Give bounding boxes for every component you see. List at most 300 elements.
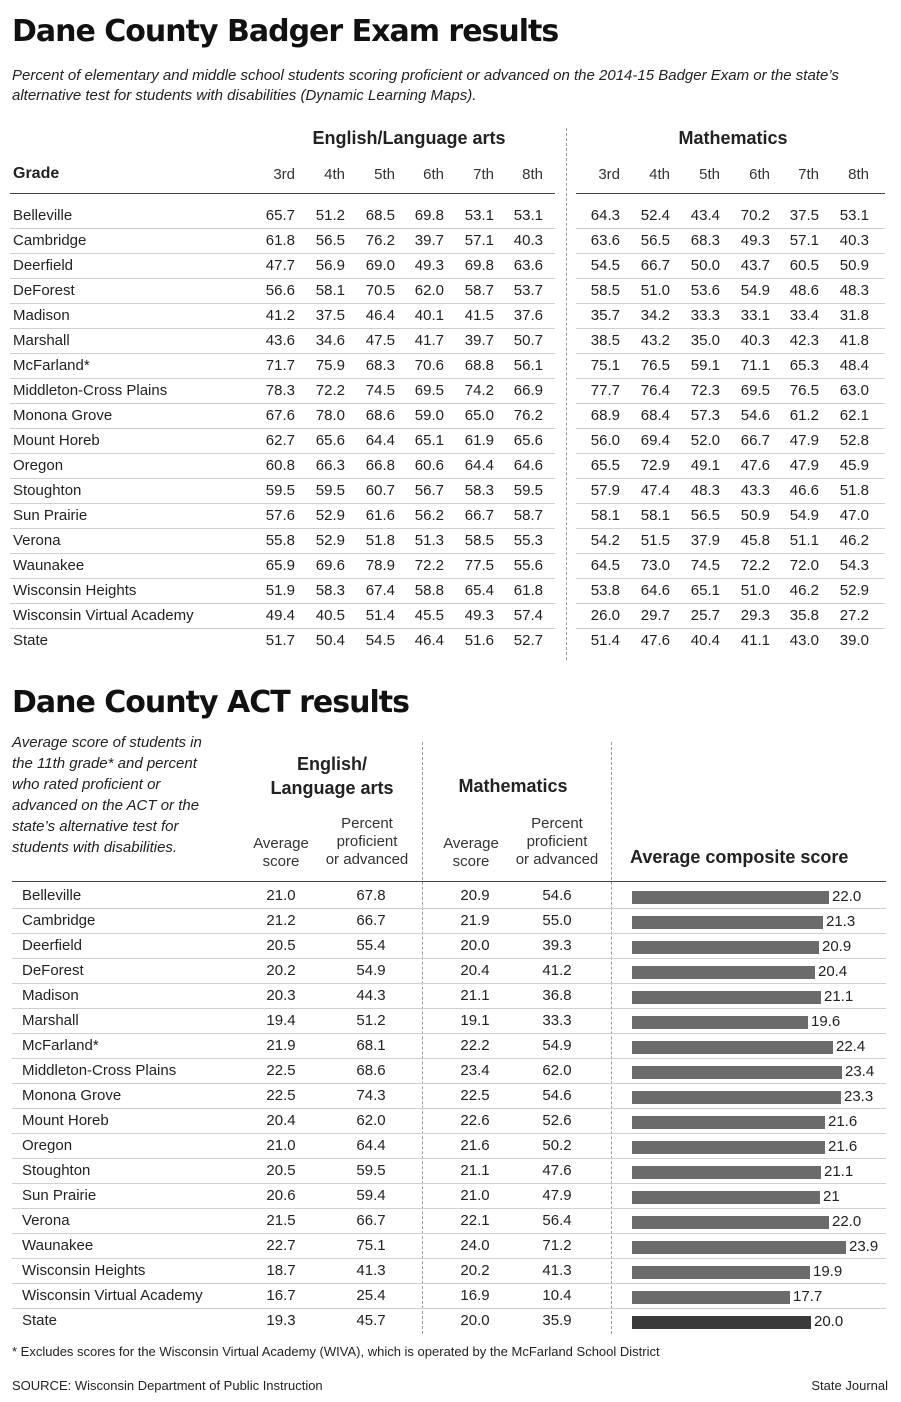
ela-pct-value: 55.4 xyxy=(356,937,386,954)
table-row xyxy=(12,1183,886,1208)
math-value: 52.9 xyxy=(839,582,869,599)
composite-bar-label: 21.1 xyxy=(824,988,854,1005)
math-avg-value: 20.0 xyxy=(460,937,490,954)
math-value: 46.2 xyxy=(789,582,819,599)
district-name: State xyxy=(22,1312,58,1329)
math-value: 53.8 xyxy=(590,582,620,599)
district-name: Mount Horeb xyxy=(13,432,100,449)
composite-bar xyxy=(632,991,821,1004)
math-value: 51.4 xyxy=(590,632,620,649)
ela-value: 65.6 xyxy=(315,432,345,449)
ela-grade-header: 7th xyxy=(473,166,494,183)
math-avg-value: 21.1 xyxy=(460,1162,490,1179)
ela-value: 49.3 xyxy=(464,607,494,624)
ela-value: 63.6 xyxy=(513,257,543,274)
math-value: 53.1 xyxy=(839,207,869,224)
ela-value: 53.1 xyxy=(464,207,494,224)
math-value: 72.3 xyxy=(690,382,720,399)
district-name: Monona Grove xyxy=(13,407,113,424)
ela-value: 39.7 xyxy=(414,232,444,249)
ela-value: 46.4 xyxy=(414,632,444,649)
math-avg-value: 22.2 xyxy=(460,1037,490,1054)
ela-value: 54.5 xyxy=(365,632,395,649)
composite-bar-label: 22.4 xyxy=(836,1038,866,1055)
composite-bar xyxy=(632,891,829,904)
district-name: DeForest xyxy=(22,962,84,979)
math-value: 61.2 xyxy=(789,407,819,424)
table-row xyxy=(10,203,885,228)
ela-value: 58.3 xyxy=(315,582,345,599)
composite-bar xyxy=(632,1191,820,1204)
math-value: 57.3 xyxy=(690,407,720,424)
table-row xyxy=(10,403,885,428)
math-value: 49.3 xyxy=(740,232,770,249)
ela-value: 69.8 xyxy=(464,257,494,274)
math-pct-value: 36.8 xyxy=(542,987,572,1004)
math-pct-value: 47.9 xyxy=(542,1187,572,1204)
table-row xyxy=(12,1308,886,1333)
ela-value: 66.9 xyxy=(513,382,543,399)
ela-pct-value: 64.4 xyxy=(356,1137,386,1154)
badger-rule-left xyxy=(10,193,555,194)
table-row xyxy=(12,1258,886,1283)
ela-avg-value: 22.5 xyxy=(266,1087,296,1104)
ela-value: 59.5 xyxy=(513,482,543,499)
math-value: 76.5 xyxy=(789,382,819,399)
ela-pct-value: 45.7 xyxy=(356,1312,386,1329)
ela-avg-value: 22.7 xyxy=(266,1237,296,1254)
composite-bar xyxy=(632,1116,825,1129)
ela-value: 47.7 xyxy=(265,257,295,274)
math-value: 46.2 xyxy=(839,532,869,549)
math-value: 64.6 xyxy=(640,582,670,599)
ela-value: 57.4 xyxy=(513,607,543,624)
math-value: 37.5 xyxy=(789,207,819,224)
math-avg-value: 22.5 xyxy=(460,1087,490,1104)
ela-avg-value: 21.0 xyxy=(266,1137,296,1154)
math-avg-value: 20.9 xyxy=(460,887,490,904)
ela-value: 76.2 xyxy=(513,407,543,424)
composite-bar xyxy=(632,1066,842,1079)
district-name: Wisconsin Virtual Academy xyxy=(13,607,194,624)
credit: State Journal xyxy=(811,1378,888,1393)
math-value: 52.4 xyxy=(640,207,670,224)
composite-bar-label: 20.9 xyxy=(822,938,852,955)
ela-value: 68.8 xyxy=(464,357,494,374)
ela-value: 62.0 xyxy=(414,282,444,299)
ela-value: 51.9 xyxy=(265,582,295,599)
table-row xyxy=(10,503,885,528)
math-value: 48.3 xyxy=(839,282,869,299)
ela-avg-header: Average xyxy=(253,835,309,852)
ela-grade-header: 6th xyxy=(423,166,444,183)
math-value: 54.3 xyxy=(839,557,869,574)
math-pct-value: 41.3 xyxy=(542,1262,572,1279)
table-row xyxy=(10,453,885,478)
math-value: 58.5 xyxy=(590,282,620,299)
composite-bar-label: 20.4 xyxy=(818,963,848,980)
math-avg-value: 21.1 xyxy=(460,987,490,1004)
math-value: 43.2 xyxy=(640,332,670,349)
composite-bar-label: 23.4 xyxy=(845,1063,875,1080)
math-value: 33.4 xyxy=(789,307,819,324)
math-value: 53.6 xyxy=(690,282,720,299)
ela-value: 58.7 xyxy=(513,507,543,524)
grade-label: Grade xyxy=(13,165,60,182)
composite-bar-label: 21.3 xyxy=(826,913,856,930)
ela-value: 51.4 xyxy=(365,607,395,624)
ela-avg-header: score xyxy=(262,853,300,870)
math-avg-header: score xyxy=(452,853,490,870)
math-pct-value: 54.6 xyxy=(542,1087,572,1104)
act-title: Dane County ACT results xyxy=(12,685,409,720)
math-value: 70.2 xyxy=(740,207,770,224)
ela-value: 40.1 xyxy=(414,307,444,324)
ela-value: 65.0 xyxy=(464,407,494,424)
ela-value: 65.9 xyxy=(265,557,295,574)
math-pct-value: 62.0 xyxy=(542,1062,572,1079)
math-value: 48.3 xyxy=(690,482,720,499)
ela-value: 70.5 xyxy=(365,282,395,299)
math-pct-value: 54.9 xyxy=(542,1037,572,1054)
ela-value: 69.8 xyxy=(414,207,444,224)
composite-bar-label: 21.1 xyxy=(824,1163,854,1180)
math-avg-value: 21.0 xyxy=(460,1187,490,1204)
composite-bar xyxy=(632,916,823,929)
table-row xyxy=(10,628,885,653)
ela-value: 72.2 xyxy=(315,382,345,399)
ela-value: 52.9 xyxy=(315,532,345,549)
ela-avg-value: 20.3 xyxy=(266,987,296,1004)
ela-pct-header: or advanced xyxy=(325,851,409,868)
composite-bar xyxy=(632,966,815,979)
act-math-header: Mathematics xyxy=(458,776,568,796)
composite-bar-label: 23.3 xyxy=(844,1088,874,1105)
ela-value: 65.6 xyxy=(513,432,543,449)
badger-rule-right xyxy=(576,193,885,194)
badger-subtitle-line1: Percent of elementary and middle school students scoring proficient or advanced on the 2014-15 Badger Exam or the state’s xyxy=(12,67,839,84)
ela-value: 61.6 xyxy=(365,507,395,524)
ela-value: 60.8 xyxy=(265,457,295,474)
math-pct-header: proficient xyxy=(526,833,588,850)
ela-value: 47.5 xyxy=(365,332,395,349)
ela-value: 56.1 xyxy=(513,357,543,374)
math-value: 50.9 xyxy=(740,507,770,524)
ela-value: 69.0 xyxy=(365,257,395,274)
math-value: 34.2 xyxy=(640,307,670,324)
math-value: 54.2 xyxy=(590,532,620,549)
ela-grade-header: 5th xyxy=(374,166,395,183)
math-value: 76.5 xyxy=(640,357,670,374)
ela-value: 40.3 xyxy=(513,232,543,249)
act-ela-header-l2: Language arts xyxy=(270,778,394,798)
math-value: 74.5 xyxy=(690,557,720,574)
table-row xyxy=(10,428,885,453)
district-name: Verona xyxy=(13,532,61,549)
ela-value: 69.6 xyxy=(315,557,345,574)
ela-value: 69.5 xyxy=(414,382,444,399)
table-row xyxy=(12,908,886,933)
composite-bar xyxy=(632,1216,829,1229)
math-avg-header: Average xyxy=(443,835,499,852)
math-value: 72.0 xyxy=(789,557,819,574)
ela-value: 64.6 xyxy=(513,457,543,474)
ela-value: 39.7 xyxy=(464,332,494,349)
math-pct-value: 55.0 xyxy=(542,912,572,929)
ela-value: 58.5 xyxy=(464,532,494,549)
math-value: 68.4 xyxy=(640,407,670,424)
math-value: 48.4 xyxy=(839,357,869,374)
ela-value: 72.2 xyxy=(414,557,444,574)
ela-grade-header: 8th xyxy=(522,166,543,183)
ela-avg-value: 20.2 xyxy=(266,962,296,979)
ela-value: 65.4 xyxy=(464,582,494,599)
math-value: 72.2 xyxy=(740,557,770,574)
table-row xyxy=(12,1158,886,1183)
math-value: 54.6 xyxy=(740,407,770,424)
math-value: 50.9 xyxy=(839,257,869,274)
ela-value: 41.5 xyxy=(464,307,494,324)
district-name: Wisconsin Heights xyxy=(22,1262,146,1279)
math-value: 58.1 xyxy=(590,507,620,524)
ela-value: 49.4 xyxy=(265,607,295,624)
ela-pct-value: 68.1 xyxy=(356,1037,386,1054)
table-row xyxy=(10,378,885,403)
math-pct-value: 33.3 xyxy=(542,1012,572,1029)
math-value: 40.3 xyxy=(740,332,770,349)
math-value: 51.8 xyxy=(839,482,869,499)
source: SOURCE: Wisconsin Department of Public Instruction xyxy=(12,1378,323,1393)
table-row xyxy=(10,353,885,378)
math-pct-value: 10.4 xyxy=(542,1287,572,1304)
badger-ela-header: English/Language arts xyxy=(312,128,506,148)
ela-value: 58.3 xyxy=(464,482,494,499)
math-value: 76.4 xyxy=(640,382,670,399)
math-value: 40.4 xyxy=(690,632,720,649)
math-value: 62.1 xyxy=(839,407,869,424)
math-value: 33.1 xyxy=(740,307,770,324)
math-grade-header: 7th xyxy=(798,166,819,183)
math-grade-header: 4th xyxy=(649,166,670,183)
math-avg-value: 20.4 xyxy=(460,962,490,979)
ela-avg-value: 18.7 xyxy=(266,1262,296,1279)
ela-value: 74.2 xyxy=(464,382,494,399)
math-value: 43.7 xyxy=(740,257,770,274)
ela-value: 52.9 xyxy=(315,507,345,524)
ela-value: 51.2 xyxy=(315,207,345,224)
table-row xyxy=(12,1058,886,1083)
math-value: 51.5 xyxy=(640,532,670,549)
composite-bar-label: 22.0 xyxy=(832,888,862,905)
district-name: Deerfield xyxy=(22,937,83,954)
math-value: 47.4 xyxy=(640,482,670,499)
table-row xyxy=(12,1233,886,1258)
ela-value: 45.5 xyxy=(414,607,444,624)
ela-avg-value: 20.6 xyxy=(266,1187,296,1204)
ela-value: 37.5 xyxy=(315,307,345,324)
math-value: 51.0 xyxy=(740,582,770,599)
math-value: 27.2 xyxy=(839,607,869,624)
math-value: 75.1 xyxy=(590,357,620,374)
math-value: 66.7 xyxy=(740,432,770,449)
district-name: State xyxy=(13,632,49,649)
math-value: 31.8 xyxy=(839,307,869,324)
district-name: Belleville xyxy=(13,207,73,224)
act-rule xyxy=(12,881,886,882)
ela-value: 66.7 xyxy=(464,507,494,524)
district-name: Oregon xyxy=(13,457,64,474)
math-value: 65.5 xyxy=(590,457,620,474)
math-value: 60.5 xyxy=(789,257,819,274)
act-ela-header-l1: English/ xyxy=(296,754,367,774)
composite-bar xyxy=(632,941,819,954)
math-avg-value: 21.6 xyxy=(460,1137,490,1154)
composite-bar-label: 22.0 xyxy=(832,1213,862,1230)
math-value: 52.0 xyxy=(690,432,720,449)
table-row xyxy=(12,1283,886,1308)
math-value: 29.3 xyxy=(740,607,770,624)
ela-avg-value: 21.9 xyxy=(266,1037,296,1054)
ela-pct-value: 66.7 xyxy=(356,912,386,929)
math-value: 54.9 xyxy=(789,507,819,524)
ela-value: 68.5 xyxy=(365,207,395,224)
math-avg-value: 20.0 xyxy=(460,1312,490,1329)
composite-bar-label: 19.6 xyxy=(811,1013,841,1030)
ela-pct-value: 59.5 xyxy=(356,1162,386,1179)
district-name: Stoughton xyxy=(22,1162,91,1179)
composite-bar-label: 21.6 xyxy=(828,1113,858,1130)
ela-avg-value: 20.4 xyxy=(266,1112,296,1129)
math-value: 35.7 xyxy=(590,307,620,324)
composite-bar xyxy=(632,1166,821,1179)
ela-value: 41.2 xyxy=(265,307,295,324)
math-value: 56.5 xyxy=(640,232,670,249)
ela-avg-value: 19.3 xyxy=(266,1312,296,1329)
table-row xyxy=(12,1083,886,1108)
ela-pct-value: 54.9 xyxy=(356,962,386,979)
ela-value: 59.5 xyxy=(265,482,295,499)
math-value: 51.1 xyxy=(789,532,819,549)
ela-value: 50.4 xyxy=(315,632,345,649)
math-value: 66.7 xyxy=(640,257,670,274)
math-value: 48.6 xyxy=(789,282,819,299)
ela-value: 53.1 xyxy=(513,207,543,224)
math-grade-header: 5th xyxy=(699,166,720,183)
ela-value: 56.6 xyxy=(265,282,295,299)
table-row xyxy=(10,578,885,603)
ela-value: 51.8 xyxy=(365,532,395,549)
ela-value: 55.6 xyxy=(513,557,543,574)
district-name: McFarland* xyxy=(22,1037,99,1054)
table-row xyxy=(10,278,885,303)
ela-value: 34.6 xyxy=(315,332,345,349)
ela-value: 58.7 xyxy=(464,282,494,299)
ela-pct-value: 41.3 xyxy=(356,1262,386,1279)
math-value: 71.1 xyxy=(740,357,770,374)
math-pct-header: Percent xyxy=(531,815,583,832)
act-subtitle-line: students with disabilities. xyxy=(12,839,178,856)
composite-bar xyxy=(632,1016,808,1029)
composite-bar-label: 17.7 xyxy=(793,1288,823,1305)
math-value: 41.8 xyxy=(839,332,869,349)
math-avg-value: 24.0 xyxy=(460,1237,490,1254)
ela-value: 76.2 xyxy=(365,232,395,249)
ela-value: 66.8 xyxy=(365,457,395,474)
composite-bar xyxy=(632,1041,833,1054)
ela-value: 50.7 xyxy=(513,332,543,349)
math-avg-value: 21.9 xyxy=(460,912,490,929)
ela-avg-value: 21.0 xyxy=(266,887,296,904)
math-avg-value: 16.9 xyxy=(460,1287,490,1304)
math-pct-value: 41.2 xyxy=(542,962,572,979)
district-name: Madison xyxy=(13,307,70,324)
act-ela-header xyxy=(247,752,417,800)
composite-bar-label: 20.0 xyxy=(814,1313,844,1330)
math-value: 47.0 xyxy=(839,507,869,524)
ela-value: 68.6 xyxy=(365,407,395,424)
ela-pct-value: 59.4 xyxy=(356,1187,386,1204)
ela-value: 55.3 xyxy=(513,532,543,549)
composite-header: Average composite score xyxy=(630,847,849,867)
ela-value: 61.8 xyxy=(265,232,295,249)
math-avg-value: 23.4 xyxy=(460,1062,490,1079)
act-subtitle-line: the 11th grade* and percent xyxy=(12,755,197,772)
district-name: Belleville xyxy=(22,887,82,904)
ela-grade-header: 3rd xyxy=(273,166,295,183)
math-value: 47.6 xyxy=(640,632,670,649)
math-value: 45.9 xyxy=(839,457,869,474)
table-row xyxy=(10,553,885,578)
act-subtitle-line: advanced on the ACT or the xyxy=(12,797,200,814)
ela-value: 37.6 xyxy=(513,307,543,324)
math-grade-header: 3rd xyxy=(598,166,620,183)
table-row xyxy=(10,528,885,553)
ela-value: 66.3 xyxy=(315,457,345,474)
math-value: 35.8 xyxy=(789,607,819,624)
math-value: 33.3 xyxy=(690,307,720,324)
table-row xyxy=(10,603,885,628)
math-value: 56.5 xyxy=(690,507,720,524)
ela-pct-value: 62.0 xyxy=(356,1112,386,1129)
ela-value: 64.4 xyxy=(365,432,395,449)
math-pct-value: 54.6 xyxy=(542,887,572,904)
ela-value: 61.9 xyxy=(464,432,494,449)
district-name: Monona Grove xyxy=(22,1087,122,1104)
ela-value: 60.7 xyxy=(365,482,395,499)
ela-value: 56.7 xyxy=(414,482,444,499)
math-value: 41.1 xyxy=(740,632,770,649)
composite-bar-label: 23.9 xyxy=(849,1238,879,1255)
math-value: 47.6 xyxy=(740,457,770,474)
math-value: 49.1 xyxy=(690,457,720,474)
ela-value: 67.4 xyxy=(365,582,395,599)
table-row xyxy=(12,1208,886,1233)
act-subtitle-line: who rated proficient or xyxy=(12,776,161,793)
district-name: Wisconsin Heights xyxy=(13,582,137,599)
ela-pct-header: Percent xyxy=(341,815,393,832)
ela-value: 55.8 xyxy=(265,532,295,549)
ela-grade-header: 4th xyxy=(324,166,345,183)
table-row xyxy=(12,958,886,983)
composite-bar xyxy=(632,1316,811,1329)
math-value: 68.9 xyxy=(590,407,620,424)
district-name: Mount Horeb xyxy=(22,1112,109,1129)
composite-bar xyxy=(632,1141,825,1154)
ela-value: 65.1 xyxy=(414,432,444,449)
math-pct-value: 50.2 xyxy=(542,1137,572,1154)
math-value: 59.1 xyxy=(690,357,720,374)
district-name: Sun Prairie xyxy=(13,507,88,524)
